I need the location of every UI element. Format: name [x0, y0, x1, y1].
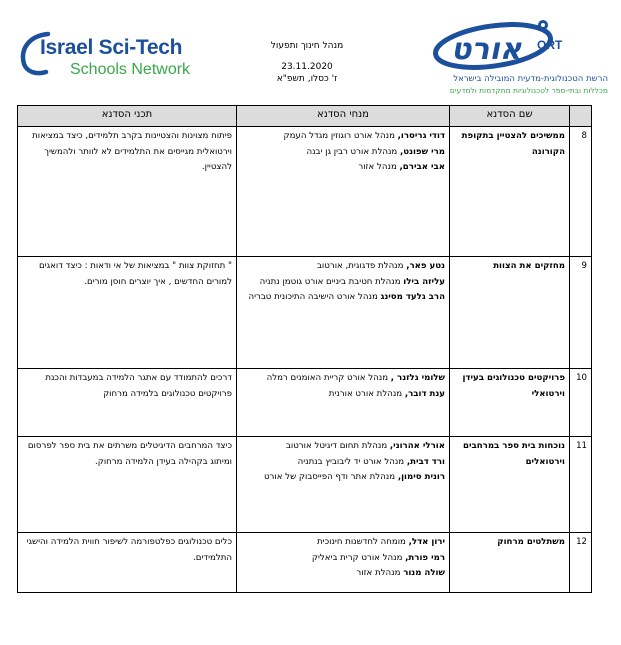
header-num	[570, 106, 592, 127]
leader-name: ענת דובר,	[404, 388, 445, 399]
workshop-title: נוכחות בית ספר במרחבים וירטואלים	[450, 437, 570, 533]
leader-role: מנהלת חטיבת ביניים אורט גוטמן נתניה	[259, 276, 404, 287]
leader-role: מנהל אורט הישיבה התיכונית טבריה	[248, 292, 381, 302]
leader-entry	[241, 275, 445, 291]
table-row	[18, 369, 592, 437]
header-content: תכני הסדנא	[18, 106, 237, 127]
leader-name: שלומי גלזנר ,	[390, 373, 445, 383]
leader-entry	[241, 129, 445, 145]
table-row	[18, 437, 592, 533]
gregorian-date: 23.11.2020	[281, 62, 333, 72]
leader-role: מומחה לחדשנות חינוכית	[317, 537, 409, 547]
leader-role: מנהלת תחום דיגיטל אורטוב	[285, 441, 390, 451]
ort-tagline-2: מכללות ובתי-ספר לטכנולוגיות מתקדמות ולמדעים	[449, 86, 608, 95]
leader-role: מנהל אורט רוגוזין מגדל העמק	[283, 131, 398, 141]
workshop-leaders	[237, 437, 450, 533]
workshop-leaders	[237, 127, 450, 257]
table-row	[18, 257, 592, 369]
ort-brand-hebrew: אורט	[451, 32, 522, 67]
leader-name: אבי אבירם,	[399, 162, 445, 172]
leader-name: רמי פורת,	[405, 552, 445, 563]
table-row	[18, 533, 592, 593]
table-header-row	[18, 106, 592, 127]
workshop-content: פיתוח מצוינות והצטיינות בקרב תלמידים, כיצד במציאות וירטואלית מגייסים את התלמידים לא לוותר ולהמשיך להצטיין.	[18, 127, 237, 257]
workshop-title: ממשיכים להצטיין בתקופת הקורונה	[450, 127, 570, 257]
leader-role: מנהלת אורט אורנית	[328, 388, 405, 399]
leader-role: מנהלת פדגוגית, אורטוב	[316, 261, 407, 271]
workshop-content: כלים טכנולוגים כפלטפורמה לשיפור חווית הלמידה והישגי התלמידים.	[18, 533, 237, 593]
workshop-leaders	[237, 369, 450, 437]
workshop-table	[17, 105, 592, 593]
leader-entry	[241, 551, 445, 567]
leader-role: מנהל אורט קריית האומנים רמלה	[266, 373, 391, 383]
leader-role: מנהל אזור	[358, 162, 400, 172]
leader-entry	[241, 160, 445, 176]
leader-role: מנהלת אורט רבין גן יבנה	[306, 146, 400, 157]
leader-entry	[241, 470, 445, 486]
leader-name: ירון אדל,	[408, 537, 445, 547]
leader-role: מנהל אורט קרית ביאליק	[311, 552, 406, 563]
table-row	[18, 127, 592, 257]
document-header-center	[232, 40, 382, 85]
ort-brand-latin: ORT	[537, 38, 563, 52]
workshop-title: משתלטים מרחוק	[450, 533, 570, 593]
row-number: 8	[570, 127, 592, 257]
workshop-content: דרכים להתמודד עם אתגר הלמידה במעבדות והכנת פרויקטים טכנולוגים בלמידה מרחוק	[18, 369, 237, 437]
row-number: 10	[570, 369, 592, 437]
leader-name: שולה מנור	[403, 568, 445, 578]
header-leaders: מנחי הסדנא	[237, 106, 450, 127]
leader-role: מנהל אורט יד ליבוביץ בנתניה	[297, 456, 407, 467]
leader-name: רונית סימון,	[397, 472, 445, 482]
leader-entry	[241, 535, 445, 551]
leader-name: ורד דבית,	[406, 456, 445, 467]
leader-entry	[241, 371, 445, 387]
leader-entry	[241, 566, 445, 582]
leader-name: דודי גריסרו,	[397, 131, 445, 141]
leader-entry	[241, 259, 445, 275]
leader-name: אורלי אהרוני,	[389, 441, 445, 451]
leader-entry	[241, 455, 445, 471]
department-title: מנהל חינוך ותפעול	[270, 41, 344, 51]
hebrew-date: ז' כסלו, תשפ"א	[276, 74, 338, 84]
leader-name: נטע פאר,	[406, 261, 445, 271]
workshop-title: פרויקטים טכנולוגים בעידן וירטואלי	[450, 369, 570, 437]
workshop-title: מחזקים את הצוות	[450, 257, 570, 369]
ort-tagline-1: הרשת הטכנולוגית-מדעית המובילה בישראל	[453, 74, 608, 84]
workshop-content: " תחזוקת צוות " במציאות של אי ודאות : כיצד דואגים למורים החדשים , איך יוצרים חוסן מורים.	[18, 257, 237, 369]
leader-entry	[241, 387, 445, 403]
leader-entry	[241, 439, 445, 455]
leader-name: עליזה בילו	[403, 276, 445, 287]
workshop-leaders	[237, 257, 450, 369]
leader-role: מנהלת אזור	[356, 568, 404, 578]
header-title: שם הסדנא	[450, 106, 570, 127]
row-number: 12	[570, 533, 592, 593]
leader-role: מנהלת אתר ודף הפייסבוק של אורט	[263, 472, 398, 482]
leader-entry	[241, 290, 445, 306]
leader-name: הרב גלעד מסינג	[380, 292, 445, 302]
sci-tech-logo-line2: Schools Network	[70, 61, 191, 78]
sci-tech-logo-line1: Israel Sci-Tech	[40, 36, 183, 59]
leader-entry	[241, 145, 445, 161]
sci-tech-logo	[18, 30, 208, 80]
ort-logo	[415, 16, 610, 100]
workshop-leaders	[237, 533, 450, 593]
row-number: 9	[570, 257, 592, 369]
workshop-content: כיצד המרחבים הדיגיטלים משרתים את בית ספר לפרסום ומיתוג בקהילה בעידן הלמידה מרחוק.	[18, 437, 237, 533]
row-number: 11	[570, 437, 592, 533]
leader-name: מרי שפונט,	[399, 146, 445, 157]
